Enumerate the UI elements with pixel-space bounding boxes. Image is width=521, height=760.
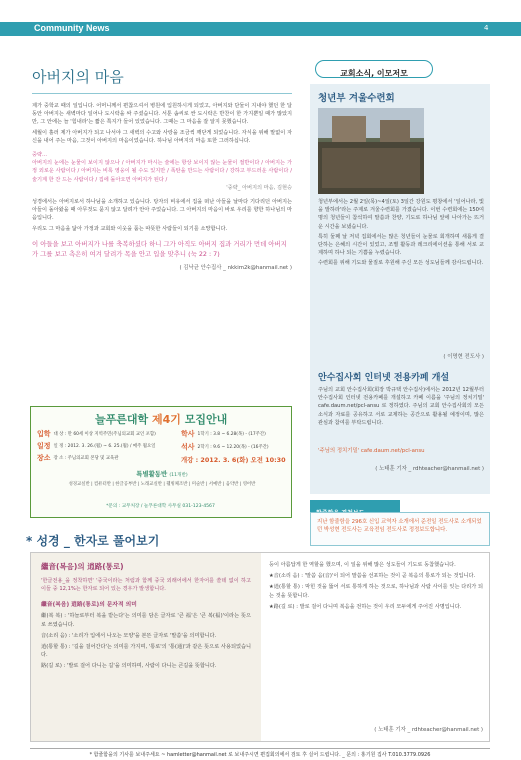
ad-school: 늘푸른대학 [95,413,149,426]
bible-subheading: 繼音(복음) 逍路(통로)의 문자적 의미 [41,602,137,609]
bible-item: 逍(통할 통) : '길을 걸어간다'는 의미를 가지며, '통로'의 '통(通)'과 같은 뜻으로 사용되었습니다. [41,644,251,659]
news1-paragraph: 특히 둘째 날 저녁 집회에서는 많은 청년들이 눈물로 회개하며 새롭게 결단하는 은혜의 시간이 있었고, 조별 활동과 레크리에이션을 통해 서로 교제하며 하나 되는 기쁨을 누렸습니다. [318,233,484,257]
news2-author: ( 노태훈 기자 _ rdhteacher@hanmail.net ) [375,466,484,472]
news1-photo [318,108,424,194]
article-paragraph: 우리도 그 마음을 닮아 가정과 교회와 이웃을 품는 따뜻한 사람들이 되기를 소망합니다. [32,225,228,232]
news2-title: 안수집사회 인터넷 전용카페 개설 [318,373,450,383]
bible-right-paragraph: ★音(소리 음) : '말씀 음(音)'이 되어 말씀을 선포하는 것이 곧 복음의 통로가 되는 것입니다. [269,573,476,580]
ad-fee-text: 2학기 : 9.6 ~ 12.20(목) - (16주간) [197,445,269,450]
ad-special-sub: (11개반) [169,473,188,478]
bible-right-panel [269,561,483,611]
ad-opening [181,455,289,464]
article-title: 아버지의 마음 [32,68,124,86]
bible-intro: '한글전용_을 정착하면' '중국이라는 처럼과 함께 중국 외래어에서 한자어를 쓸데 없이 하고 이들 중 12,1%는 한자로 되어 있는 경우가 발생합니다. [41,578,251,593]
news-badge [315,60,433,78]
poem-label: 중략... [32,152,47,159]
news1-paragraph: 청년부에서는 2월 2일(목)~4일(토) 3일간 강원도 평창에서 '일어나라, 빛을 발하라'라는 주제로 겨울수련회를 가졌습니다. 이번 수련회에는 150여 명의 청년들이 참석하여 말씀과 찬양, 기도로 하나님 앞에 나아가는 뜨거운 시간을 보냈습니다. [318,199,484,230]
ad-term: 제4기 [151,413,181,426]
ad-info [37,429,177,463]
ad-row-label: 입학 [37,430,51,438]
correction-box [310,512,490,546]
ad-box [30,406,292,518]
news1-title: 청년부 겨울수련회 [318,93,395,104]
bible-section-box [30,552,490,742]
footer-text: * 함줄함을의 기사를 보내주세요 ~ hamletter@hanmail.net 로 보내주시면 편집회의에서 검토 후 실어 드립니다. _ 문의 : 홍기원 집사 T.010.3779.0926 [89,752,431,758]
ad-contact: *문의 : 교무처장 / 늘푸른대학 사무실 031-123-4567 [106,504,215,509]
bible-verse: 이 아들을 보고 아버지가 나를 축복하셨다 하니 그가 아직도 아버지 집과 거리가 먼데 아버지가 그를 보고 측은히 여겨 달려가 목을 안고 입을 맞추니 (눅 22 : 7) [32,239,287,258]
news1-paragraph: 수련회를 위해 기도와 물질로 후원해 주신 모든 성도님들께 감사드립니다. [318,260,484,267]
news1-author: ( 이명현 전도사 ) [443,354,484,360]
ad-row-label: 장소 [37,454,51,462]
ad-special-items: 성경교실반 | 컴퓨터반 | 한글공부반 | 노래교실반 | 웰빙체조반 | 미술반 | 서예반 | 음악반 | 영어반 [68,482,256,487]
poem-credit: '중략_ 아버지의 마음, 김현승 [226,184,292,191]
ad-row [37,453,177,463]
correction-tab [310,500,400,512]
left-article [32,66,292,271]
poem-text: 아버지의 눈에는 눈물이 보이지 않으나 / 아버지가 마시는 술에는 항상 보이지 않는 눈물이 절반이다 / 아버지는 가정 외로운 사람이다 / 아버지는 비록 영웅이 될 수도 있지만 / 폭탄을 만드는 사람이다 / 강하고 부드러운 사람이다 / 술기계 한 잔 드는 사람이다 / 집에 돌아오면 아버지가 된다 / [32,160,292,183]
ad-special [37,469,287,487]
bible-heading: 繼音(복음)의 逍路(통로) [41,562,124,571]
ad-opening-label: 개강 : [181,456,199,464]
ad-fees [181,429,289,464]
ad-row-label: 일정 [37,442,51,450]
ad-row-text: 대 상 : 만 60세 이상 지역주민(주님의교회 교인 포함) [53,432,156,437]
news-badge-text: 교회소식, 이모저모 [340,69,408,78]
title-divider [32,93,292,94]
ad-special-label: 특별활동반 [136,470,168,478]
bible-item: 音(소리 음) : '소리가 입에서 나오는 모양'을 본뜬 글자로 '말씀'을 의미합니다. [41,632,217,639]
bible-left-panel [31,553,261,741]
ad-fee-row [181,429,289,439]
ad-row-text: 장 소 : 주님의교회 본당 및 교육관 [53,456,119,461]
article-paragraph: 세월이 흘러 제가 아버지가 되고 나서야 그 새벽의 수고와 사랑을 조금씩 깨닫게 되었습니다. 자식을 위해 말없이 자신을 내어 주는 마음, 그것이 아버지의 마음이었습니다. 하나님 아버지의 마음 또한 그러하십니다. [32,129,292,144]
ad-title [95,411,227,427]
ad-fee-label: 석사 [181,443,195,451]
group-photo-icon [318,108,424,194]
news2-highlight: '주님의 정치기밀' cafe.daum.net/pcl-ansu [318,448,425,454]
ad-fee-row [181,442,289,452]
bible-author: ( 노태훈 기자 _ rdhteacher@hanmail.net ) [374,727,483,733]
header-bar [0,22,521,36]
article-body [32,102,292,145]
correction-body: 지난 함줄함을 296호 신입 교역자 소개에서 준전일 전도사로 소개되었던 박성현 전도사는 교육전임 전도사로 정정보도합니다. [317,519,482,534]
bible-section-title: * 성경 _ 한자로 풀어보기 [26,534,160,548]
ad-row-text: 일 정 : 2012. 3. 26.(월) ~ 6. 25.(월) / 매주 월요일 [53,444,156,449]
article-paragraph: 성경에서는 아버지로서 하나님을 소개하고 있습니다. 탕자의 비유에서 집을 떠난 아들을 날마다 기다리던 아버지는 아들이 돌아왔을 때 아무것도 묻지 않고 달려가 안아 주었습니다. 그 아버지의 마음이 바로 우리를 향한 하나님의 마음입니다. [32,199,292,222]
ad-fee-label: 학사 [181,430,195,438]
ad-row [37,441,177,451]
page-number: 4 [484,24,489,32]
ad-fee-text: 1학기 : 3.8 ~ 6.28(목) - (17주간) [197,432,266,437]
ad-opening-date: 2012. 3. 6(화) 오전 10:30 [200,456,286,464]
article-body-2 [32,198,292,233]
bible-right-paragraph: ★路(길 로) : 발로 걸어 다니며 복음을 전하는 것이 우리 모두에게 주어진 사명입니다. [269,603,462,610]
article-paragraph: 제가 중학교 때의 일입니다. 어머니께서 편찮으셔서 병원에 입원하시게 되었고, 아버지와 단둘이 지내야 했던 한 달 동안 아버지는 새벽마다 일어나 도시락을 싸 주셨습니다. 서툰 솜씨로 싼 도시락은 반찬이 한 가지뿐일 때가 많았지만, 그 안에는 늘 '힘내라'는 짧은 쪽지가 들어 있었습니다. 그때는 그 마음을 잘 알지 못했습니다. [32,103,292,126]
bible-right-paragraph: ★逍(통할 통) : 막힌 것을 뚫어 서로 통하게 하는 것으로, 하나님과 사람 사이를 잇는 다리가 되는 것을 뜻합니다. [269,584,483,599]
bible-item: 繼(복 복) : '하늘로부터 복을 받는다'는 의미를 담은 글자로 '큰 福'은 '큰 복(福)'이라는 뜻으로 쓰였습니다. [41,613,251,628]
article-author: ( 김낙균 안수집사 _ nkkim2k@hanmail.net ) [179,264,292,271]
footer-divider [30,748,490,749]
bible-item: 路(길 로) : '발로 걸어 다니는 길'을 의미하며, 사람이 다니는 큰길을 뜻합니다. [41,663,217,670]
news-panel [310,84,490,494]
news2-body: 주님의 교회 안수집사회(회장 박규택 안수집사)에서는 2012년 12월부터 안수집사회 인터넷 전용카페를 개설하고 카페 이름을 '주님의 정치기밀' cafe.daum.net/pcl-ansu 로 정하였다. 주님의 교회 안수집사회의 모든 소식과 자료를 공유하고 서로 교제하는 공간으로 활용될 예정이며, 많은 관심과 참여를 부탁드립니다. [318,387,484,426]
bible-right-paragraph: 등이 아름답게 한 역할을 했으며, 이 일을 위해 많은 성도들이 기도로 동참했습니다. [269,562,456,568]
ad-row [37,429,177,439]
news1-body [318,198,484,270]
ad-title-suffix: 모집안내 [184,413,228,426]
section-title: Community News [34,23,110,33]
